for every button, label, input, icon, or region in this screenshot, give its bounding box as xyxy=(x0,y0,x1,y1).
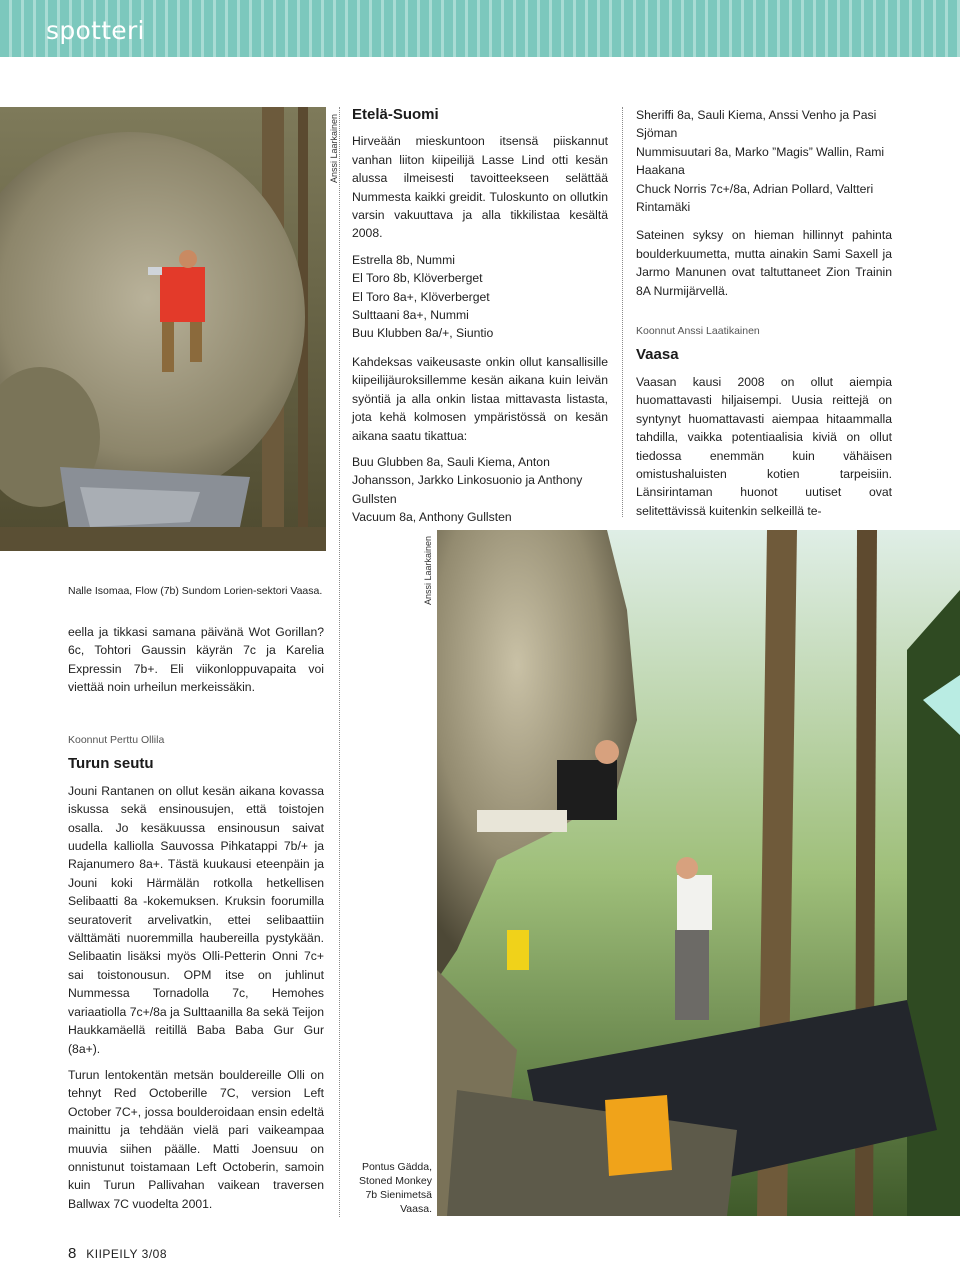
bouldering-photo-bottom-illustration xyxy=(437,530,960,1216)
tick-list-item: Estrella 8b, Nummi xyxy=(352,252,455,267)
turku-column xyxy=(68,731,324,1221)
column-divider xyxy=(622,107,623,517)
right-tick-list xyxy=(636,106,892,216)
etela-suomi-column xyxy=(352,106,608,527)
photo-caption-top: Nalle Isomaa, Flow (7b) Sundom Lorien-sektori Vaasa. xyxy=(68,585,323,597)
etela-suomi-tick-list xyxy=(352,251,608,343)
tick-list-item: El Toro 8a+, Klöverberget xyxy=(352,289,490,304)
magazine-issue: KIIPEILY 3/08 xyxy=(86,1247,168,1261)
right-paragraph: Sateinen syksy on hieman hillinnyt pahinta boulderkuumetta, mutta ainakin Sami Saxell ja Jarmo Manunen ovat taltuttaneet Zion Trainin 8A Nurmijärvellä. xyxy=(636,228,892,298)
tick-list-item: Nummisuutari 8a, Marko ”Magis” Wallin, Rami Haakana xyxy=(636,144,885,178)
tick-list-item: Vacuum 8a, Anthony Gullsten xyxy=(352,510,512,525)
bouldering-photo-top-illustration xyxy=(0,107,326,551)
etela-suomi-heading: Etelä-Suomi xyxy=(352,106,439,123)
section-header-bar xyxy=(0,0,960,57)
right-column xyxy=(636,106,892,528)
photo-caption-bottom: Pontus Gädda, Stoned Monkey 7b Sienimetsä Vaasa. xyxy=(359,1161,432,1215)
turku-paragraph-2: Turun lentokentän metsän bouldereille Olli on tehnyt Red Octoberille 7C, version Left October 7C+, jossa boulderoidaan ensin edeltä mainittu ja tehdään vielä pari vaikeampaa muuvia siihen päälle. Matti Joensuu on onnistunut toistamaan Left Octoberin, samoin kuin Turun Pallivahan vaikean traversen Ballwax 7C vuodelta 2001. xyxy=(68,1067,324,1211)
continued-column xyxy=(68,623,324,705)
photo-credit-bottom: Anssi Laarkainen xyxy=(423,535,433,605)
turku-paragraph-1: Jouni Rantanen on ollut kesän aikana kovassa iskussa sekä ensinousujen, että toistojen osalla. Jo kesäkuussa ensinousun saivat uudella kalliolla Sauvossa Pihkatappi 7b/+ ja Rajanumero 8a+. Tästä kuukausi eteenpäin ja Jouni koki Härmälän rotkolla hetkellisen Selibaatti 8a -kokemuksen. Kruksin foorumilla seuratoverit arvelivatkin, ettei selibaattiin välttämäti nuoremmilla haubereilla pystykään. Selibaatin lisäksi myös Olli-Petterin Onni 7c+ sai toistonousun. OPM itse on juhlinut Nummessa Tornadolla 7c, Hemohes variaatiolla 7c+/8a ja Sulttaanilla 8a sekä Teijon Haukkamäellä reitillä Baba Baba Gur Gur (8a+). xyxy=(68,783,324,1056)
etela-suomi-tick-list-2 xyxy=(352,453,608,527)
tick-list-item: Sulttaani 8a+, Nummi xyxy=(352,308,469,323)
page-number: 8 xyxy=(68,1245,77,1262)
column-divider xyxy=(339,107,340,1217)
tick-list-item: Sheriffi 8a, Sauli Kiema, Anssi Venho ja Pasi Sjöman xyxy=(636,108,877,141)
photo-credit-top: Anssi Laarkainen xyxy=(329,113,339,183)
page-footer xyxy=(68,1245,167,1262)
tick-list-item: Chuck Norris 7c+/8a, Adrian Pollard, Valtteri Rintamäki xyxy=(636,181,874,215)
etela-suomi-intro: Hirveään mieskuntoon itsensä piiskannut vanhan liiton kiipeilijä Lasse Lind otti kesän alussa ilmeisesti tavoitteekseen selättää Nummesta kaikki greidit. Tuloskunto on ollutkin varsin vakuuttava ja alla tikkilistaa kesältä 2008. xyxy=(352,134,608,241)
turku-heading: Turun seutu xyxy=(68,755,154,773)
vaasa-heading: Vaasa xyxy=(636,346,679,364)
turku-byline: Koonnut Perttu Ollila xyxy=(68,734,165,746)
tick-list-item: Buu Klubben 8a/+, Siuntio xyxy=(352,326,494,341)
vaasa-paragraph: Vaasan kausi 2008 on ollut aiempia huomattavasti hiljaisempi. Uusia reittejä on syntynyt huomattavasti aiempaa hitaammalla tahdilla, vaikka potentiaalisia kiviä on ollut tiedossa enemmän kuin vähäisen omistushaluisten kotien tarpeisiin. Länsirintaman huonot uutiset ovat selitettävissä kuitenkin selkeillä te- xyxy=(636,374,892,518)
tick-list-item: Buu Glubben 8a, Sauli Kiema, Anton Johansson, Jarkko Linkosuonio ja Anthony Gullsten xyxy=(352,454,583,506)
bouldering-photo-top xyxy=(0,107,326,551)
vaasa-byline: Koonnut Anssi Laatikainen xyxy=(636,325,760,338)
continued-paragraph: eella ja tikkasi samana päivänä Wot Gorillan? 6c, Tohtori Gaussin käyrän 7c ja Karelia Expressin 7b+. Eli viikonloppuvapaita voi viettää noin urheilun merkeissäkin. xyxy=(68,625,324,695)
section-title: spotteri xyxy=(46,16,145,45)
etela-suomi-paragraph-2: Kahdeksas vaikeusaste onkin ollut kansallisille kiipeilijäuroksillemme kesän aikana kuin leivän syöntiä ja alla onkin listaa mittavasta listasta, jota kehä kolmosen ympäristössä on kesän aikana saatu tikattua: xyxy=(352,354,608,443)
bouldering-photo-bottom xyxy=(437,530,960,1216)
tick-list-item: El Toro 8b, Klöverberget xyxy=(352,271,483,286)
